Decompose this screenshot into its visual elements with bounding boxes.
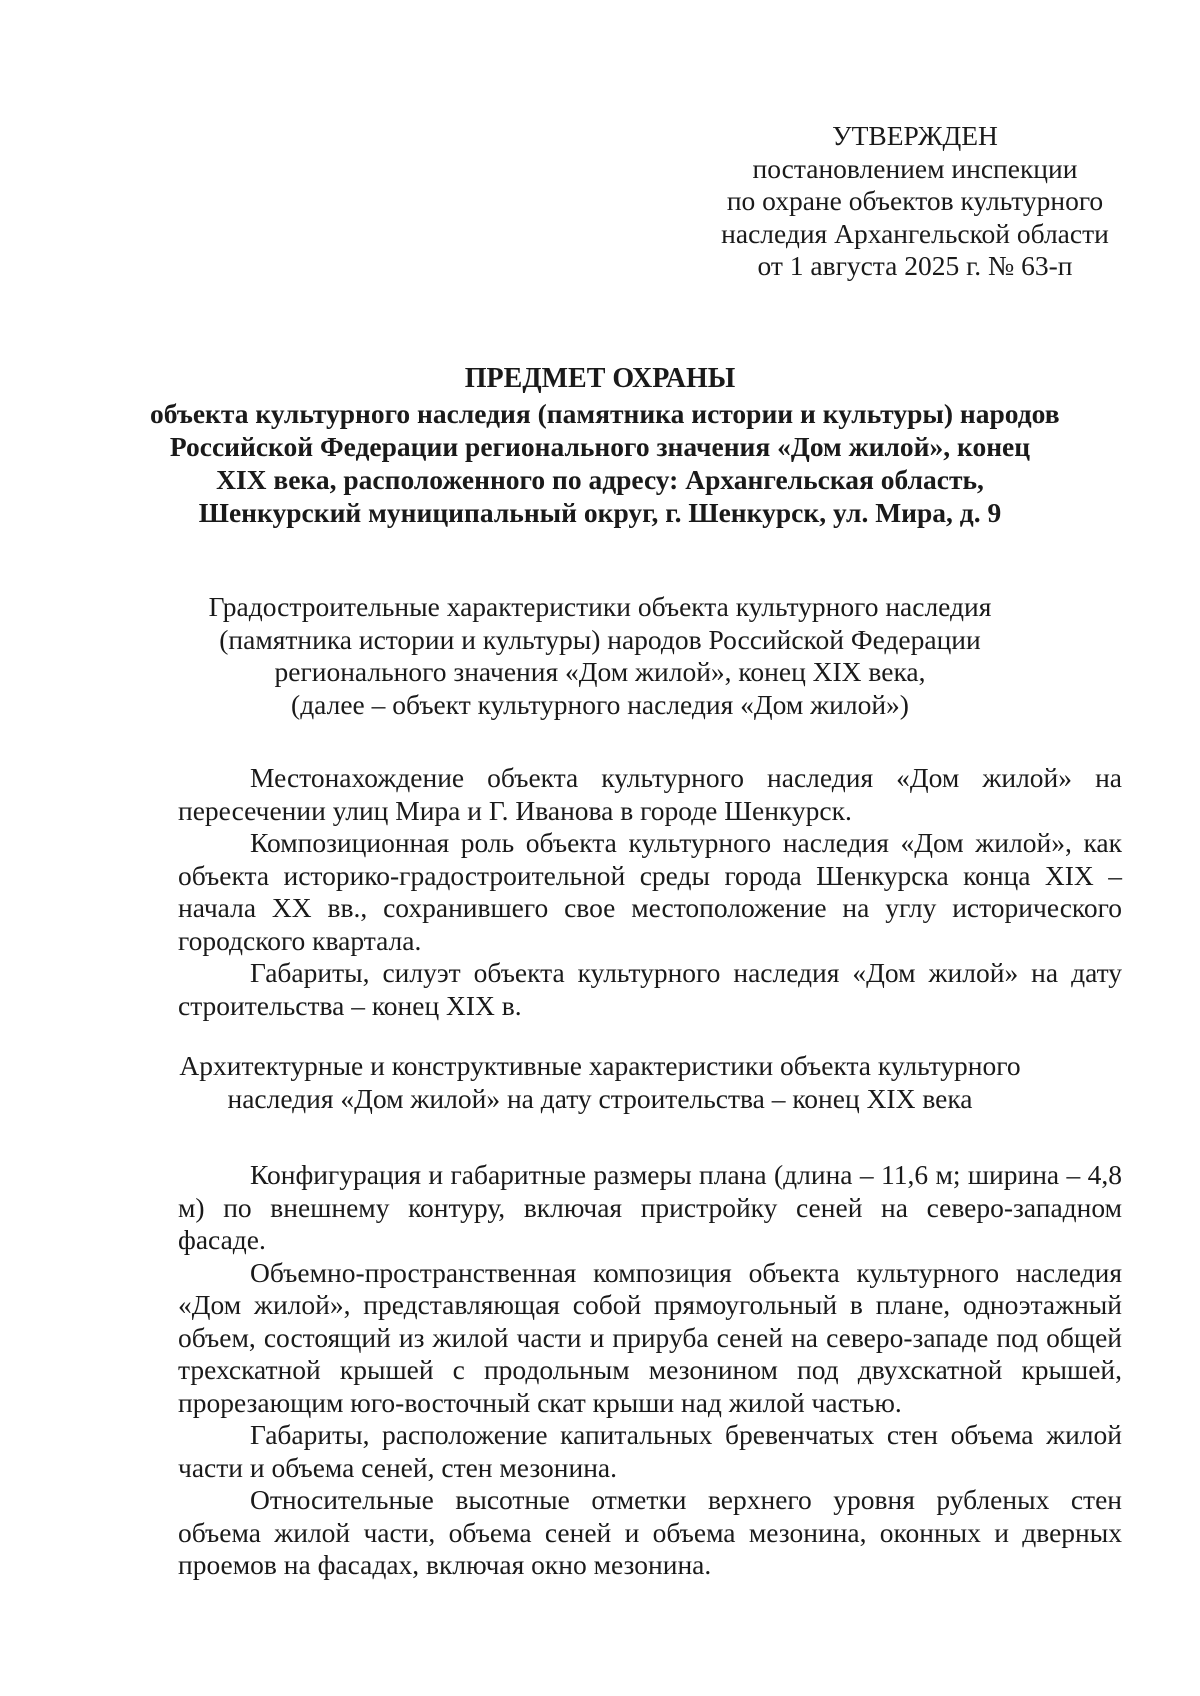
heading-line: Архитектурные и конструктивные характеристики объекта культурного (179, 1050, 1021, 1081)
paragraph-walls: Габариты, расположение капитальных бревенчатых стен объема жилой части и объема сеней, стен мезонина. (178, 1419, 1122, 1483)
title-line: Шенкурский муниципальный округ, г. Шенкурск, ул. Мира, д. 9 (198, 497, 1002, 528)
document-title (150, 362, 1060, 529)
approval-stamp (690, 120, 1140, 283)
heading-line: наследия «Дом жилой» на дату строительства – конец XIX века (227, 1082, 973, 1114)
paragraph-plan-configuration: Конфигурация и габаритные размеры плана (длина – 11,6 м; ширина – 4,8 м) по внешнему контуру, включая пристройку сеней на северо-западном фасаде. (178, 1159, 1122, 1255)
paragraph-height-marks: Относительные высотные отметки верхнего уровня рубленых стен объема жилой части, объема сеней и объема мезонина, оконных и дверных проемов на фасадах, включая окно мезонина. (178, 1484, 1122, 1580)
approval-line: наследия Архангельской области (721, 217, 1109, 249)
architectural-characteristics-heading (150, 1050, 1050, 1115)
paragraph-volume-composition: Объемно-пространственная композиция объекта культурного наследия «Дом жилой», представляющая собой прямоугольный в плане, одноэтажный объем, состоящий из жилой части и прируба сеней на северо-западе под общей трехскатной крышей с продольным мезонином под двухскатной крышей, прорезающим юго-восточный скат крыши над жилой частью. (178, 1256, 1122, 1418)
approval-heading: УТВЕРЖДЕН (832, 120, 998, 151)
architectural-characteristics-body (178, 1159, 1122, 1582)
approval-line: по охране объектов культурного (726, 185, 1104, 216)
heading-line: Градостроительные характеристики объекта культурного наследия (208, 591, 992, 622)
title-main: ПРЕДМЕТ ОХРАНЫ (464, 363, 736, 394)
title-line: Российской Федерации регионального значения «Дом жилой», конец (169, 431, 1031, 462)
heading-line: (далее – объект культурного наследия «Дом жилой») (291, 688, 909, 720)
paragraph-location: Местонахождение объекта культурного наследия «Дом жилой» на пересечении улиц Мира и Г. Иванова в городе Шенкурск. (178, 762, 1122, 826)
urban-characteristics-body (178, 762, 1122, 1022)
heading-line: (памятника истории и культуры) народов Российской Федерации (219, 623, 981, 655)
paragraph-composition-role: Композиционная роль объекта культурного наследия «Дом жилой», как объекта историко-градостроительной среды города Шенкурска конца XIX – начала XX вв., сохранившего свое местоположение на углу исторического городского квартала. (178, 827, 1122, 956)
paragraph-dimensions-silhouette: Габариты, силуэт объекта культурного наследия «Дом жилой» на дату строительства – конец XIX в. (178, 957, 1122, 1021)
heading-line: регионального значения «Дом жилой», конец XIX века, (274, 656, 926, 687)
approval-date-number: от 1 августа 2025 г. № 63-п (757, 250, 1073, 281)
approval-line: постановлением инспекции (752, 152, 1078, 184)
title-line: объекта культурного наследия (памятника истории и культуры) народов (150, 398, 1060, 429)
urban-characteristics-heading (150, 591, 1050, 721)
title-line: XIX века, расположенного по адресу: Архангельская область, (216, 464, 984, 495)
